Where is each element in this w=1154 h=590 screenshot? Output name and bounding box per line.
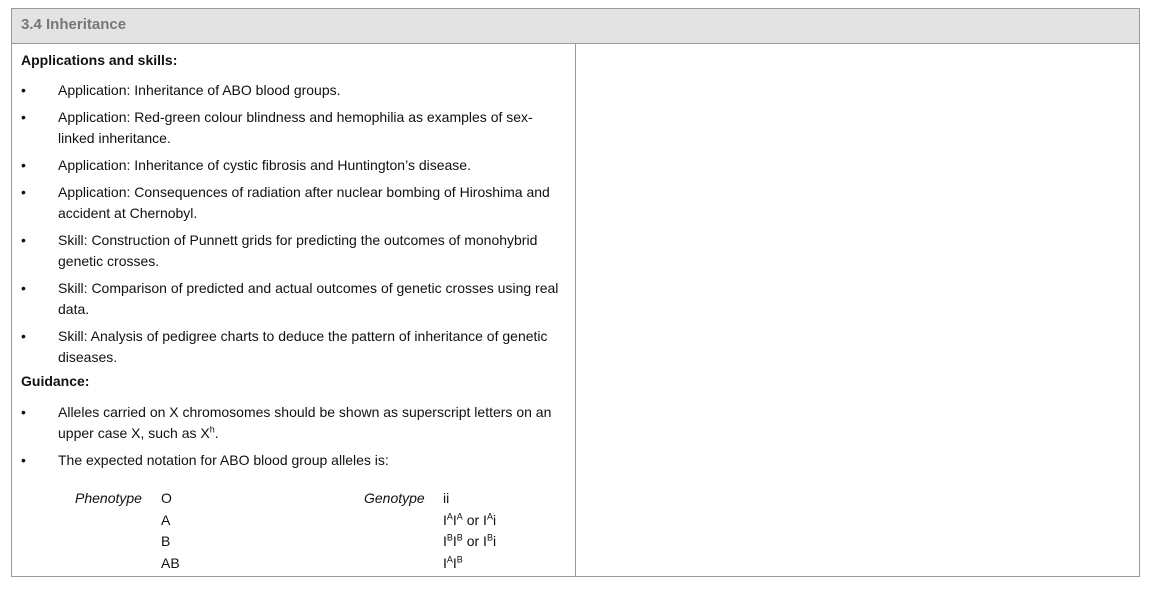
genotype-value bbox=[443, 488, 449, 510]
guidance-heading: Guidance: bbox=[21, 373, 90, 389]
bullet-icon: • bbox=[21, 82, 26, 98]
list-item: • Application: Red-green colour blindness and hemophilia as examples of sex-linked inheritance. bbox=[21, 109, 533, 146]
list-item: • Skill: Analysis of pedigree charts to deduce the pattern of inheritance of genetic diseases. bbox=[21, 328, 548, 365]
allele-superscript: A bbox=[446, 553, 453, 564]
genotype-label: Genotype bbox=[364, 490, 425, 506]
list-item: • Skill: Comparison of predicted and actual outcomes of genetic crosses using real data. bbox=[21, 280, 559, 317]
phenotype-value: A bbox=[161, 511, 171, 528]
allele-superscript: B bbox=[456, 532, 463, 543]
bullet-icon: • bbox=[21, 280, 26, 296]
bullet-icon: • bbox=[21, 328, 26, 344]
content-column bbox=[12, 44, 576, 576]
allele-base: ii bbox=[443, 490, 450, 506]
list-item: • Application: Inheritance of cystic fibrosis and Huntington’s disease. bbox=[12, 155, 572, 176]
bullet-icon: • bbox=[21, 184, 26, 200]
phenotype-value: O bbox=[161, 490, 172, 506]
allele-superscript: A bbox=[486, 510, 493, 521]
syllabus-table bbox=[11, 8, 1140, 577]
allele-base: I bbox=[443, 554, 447, 571]
genotype-value bbox=[443, 553, 463, 575]
list-item: • The expected notation for ABO blood group alleles is: bbox=[12, 450, 572, 471]
allele-base: I bbox=[443, 511, 447, 528]
genotype-value bbox=[443, 510, 496, 532]
allele-base: i bbox=[492, 511, 497, 528]
allele-base: I bbox=[452, 533, 457, 549]
guidance-list bbox=[12, 402, 572, 477]
allele-superscript: B bbox=[446, 532, 453, 543]
allele-superscript: B bbox=[456, 553, 463, 564]
genotype-value bbox=[443, 531, 496, 553]
section-title: 3.4 Inheritance bbox=[21, 16, 127, 33]
empty-column bbox=[576, 44, 1139, 576]
allele-base: I bbox=[452, 511, 457, 528]
table-header bbox=[12, 9, 1139, 44]
allele-superscript: A bbox=[456, 510, 463, 521]
allele-base: I bbox=[443, 533, 447, 549]
applications-heading: Applications and skills: bbox=[21, 52, 178, 68]
phenotype-value: B bbox=[161, 533, 171, 549]
bullet-icon: • bbox=[21, 109, 26, 125]
allele-base: i bbox=[492, 533, 497, 549]
bullet-icon: • bbox=[21, 404, 26, 420]
applications-list bbox=[12, 80, 572, 374]
bullet-icon: • bbox=[21, 452, 26, 468]
bullet-icon: • bbox=[21, 157, 26, 173]
bullet-icon: • bbox=[21, 232, 26, 248]
allele-superscript: A bbox=[446, 510, 453, 521]
phenotype-value: AB bbox=[161, 554, 180, 571]
allele-base: or I bbox=[462, 511, 487, 528]
list-item: • Skill: Construction of Punnett grids for predicting the outcomes of monohybrid genetic crosses. bbox=[21, 232, 538, 269]
list-item: • Alleles carried on X chromosomes should be shown as superscript letters on an upper case X, such as $X^h$. bbox=[21, 404, 552, 441]
allele-base: I bbox=[452, 554, 457, 571]
list-item: • Application: Inheritance of ABO blood groups. bbox=[12, 80, 572, 101]
phenotype-label: Phenotype bbox=[75, 490, 142, 506]
allele-superscript: B bbox=[486, 532, 493, 543]
allele-base: or I bbox=[462, 533, 487, 549]
list-item: • Application: Consequences of radiation after nuclear bombing of Hiroshima and accident at Chernobyl. bbox=[21, 184, 550, 221]
